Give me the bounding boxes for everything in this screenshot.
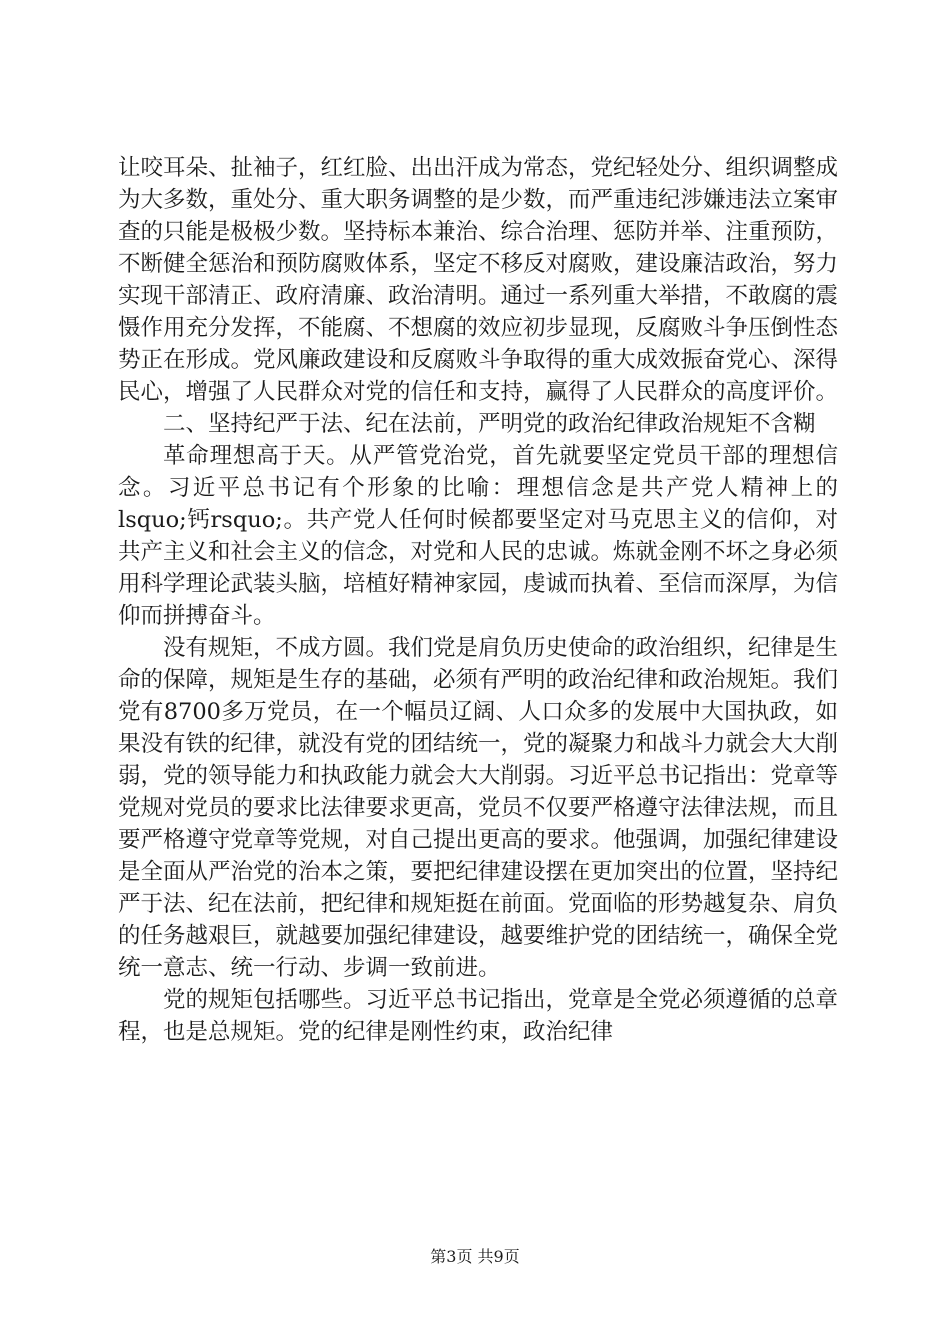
page-footer: 第3页 共9页 bbox=[430, 1247, 520, 1266]
section-heading: 二、坚持纪严于法、纪在法前，严明党的政治纪律政治规矩不含糊 bbox=[163, 411, 816, 437]
document-body bbox=[118, 152, 838, 1048]
paragraph-1: 让咬耳朵、扯袖子，红红脸、出出汗成为常态，党纪轻处分、组织调整成为大多数，重处分、重大职务调整的是少数，而严重违纪涉嫌违法立案审查的只能是极极少数。坚持标本兼治、综合治理、惩防并举、注重预防，不断健全惩治和预防腐败体系，坚定不移反对腐败，建设廉洁政治，努力实现干部清正、政府清廉、政治清明。通过一系列重大举措，不敢腐的震慑作用充分发挥，不能腐、不想腐的效应初步显现，反腐败斗争压倒性态势正在形成。党风廉政建设和反腐败斗争取得的重大成效振奋党心、深得民心，增强了人民群众对党的信任和支持，赢得了人民群众的高度评价。 bbox=[118, 155, 839, 405]
paragraph-3: 没有规矩，不成方圆。我们党是肩负历史使命的政治组织，纪律是生命的保障，规矩是生存的基础，必须有严明的政治纪律和政治规矩。我们党有8700多万党员，在一个幅员辽阔、人口众多的发展中大国执政，如果没有铁的纪律，就没有党的团结统一，党的凝聚力和战斗力就会大大削弱，党的领导能力和执政能力就会大大削弱。习近平总书记指出：党章等党规对党员的要求比法律要求更高，党员不仅要严格遵守法律法规，而且要严格遵守党章等党规，对自己提出更高的要求。他强调，加强纪律建设是全面从严治党的治本之策，要把纪律建设摆在更加突出的位置，坚持纪严于法、纪在法前，把纪律和规矩挺在前面。党面临的形势越复杂、肩负的任务越艰巨，就越要加强纪律建设，越要维护党的团结统一，确保全党统一意志、统一行动、步调一致前进。 bbox=[118, 635, 839, 981]
paragraph-4: 党的规矩包括哪些。习近平总书记指出，党章是全党必须遵循的总章程，也是总规矩。党的纪律是刚性约束，政治纪律 bbox=[118, 987, 839, 1045]
paragraph-2: 革命理想高于天。从严管党治党，首先就要坚定党员干部的理想信念。习近平总书记有个形象的比喻：理想信念是共产党人精神上的lsquo;钙rsquo;。共产党人任何时候都要坚定对马克思主义的信仰，对共产主义和社会主义的信念，对党和人民的忠诚。炼就金刚不坏之身必须用科学理论武装头脑，培植好精神家园，虔诚而执着、至信而深厚，为信仰而拼搏奋斗。 bbox=[118, 443, 839, 629]
